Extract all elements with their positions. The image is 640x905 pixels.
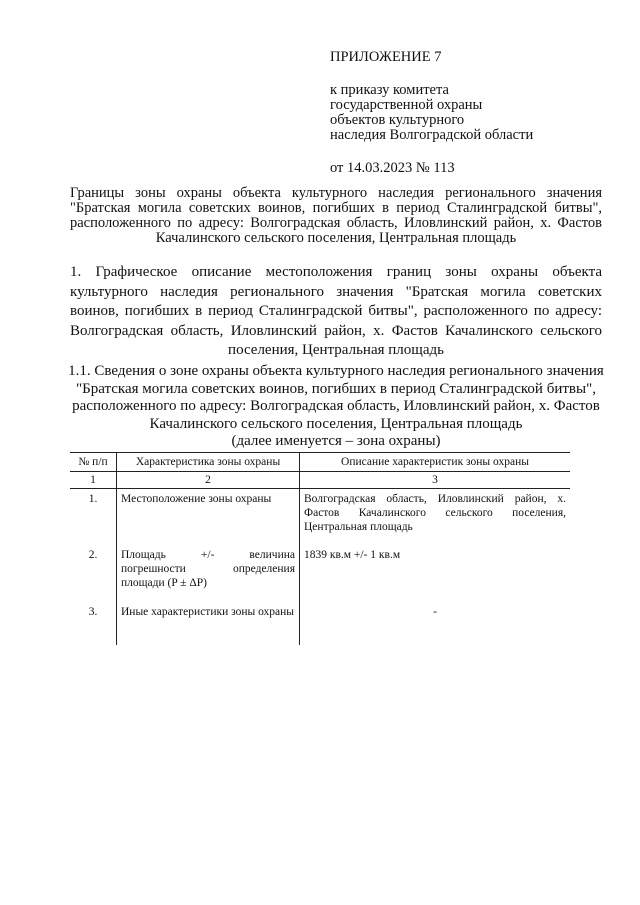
row-characteristic: Местоположение зоны охраны bbox=[117, 489, 300, 546]
row-num: 2. bbox=[88, 549, 98, 561]
row-characteristic-text: Площадь +/- величина погрешности определения площади bbox=[121, 549, 295, 589]
appendix-line-1: к приказу комитета bbox=[330, 82, 449, 98]
table-row bbox=[70, 489, 570, 546]
row-num: 1. bbox=[88, 493, 98, 505]
row-description: - bbox=[300, 602, 571, 645]
appendix-line-4: наследия Волгоградской области bbox=[330, 127, 534, 143]
row-description: 1839 кв.м +/- 1 кв.м bbox=[300, 545, 571, 602]
section-1-1-text: 1.1. Сведения о зоне охраны объекта культурного наследия регионального значения "Братская могила советских воинов, погибших в период Сталинградской битвы", расположенного по адресу: Волгоградская область, Иловлинский район, х. Фастов Качалинского сельского поселения, Центральная площадь bbox=[68, 363, 604, 432]
appendix-header bbox=[330, 50, 630, 176]
row-description: Волгоградская область, Иловлинский район, х. Фастов Качалинского сельского поселения, Центральная площадь bbox=[300, 489, 571, 546]
row-num: 3. bbox=[88, 606, 98, 618]
column-number-row bbox=[70, 472, 570, 489]
row-characteristic bbox=[117, 545, 300, 602]
col-number-2: 2 bbox=[117, 472, 300, 489]
security-zone-table bbox=[70, 452, 570, 645]
header-description: Описание характеристик зоны охраны bbox=[300, 453, 571, 472]
appendix-date: от 14.03.2023 № 113 bbox=[330, 160, 455, 176]
boundaries-title: Границы зоны охраны объекта культурного наследия регионального значения "Братская могила советских воинов, погибших в период Сталинградской битвы", расположенного по адресу: Волгоградская область, Иловлинский район, х. Фастов Качалинского сельского поселения, Центральная площадь bbox=[70, 185, 602, 246]
section-1-heading: 1. Графическое описание местоположения границ зоны охраны объекта культурного наследия регионального значения "Братская могила советских воинов, погибших в период Сталинградской битвы", расположенного по адресу: Волгоградская область, Иловлинский район, х. Фастов Качалинского сельского поселения, Центральная площадь bbox=[70, 264, 602, 358]
col-number-3: 3 bbox=[300, 472, 571, 489]
appendix-line-2: государственной охраны bbox=[330, 97, 483, 113]
row-characteristic: Иные характеристики зоны охраны bbox=[117, 602, 300, 645]
col-number-1: 1 bbox=[70, 472, 117, 489]
header-num: № п/п bbox=[70, 453, 117, 472]
section-1-1-heading bbox=[66, 363, 606, 451]
table-row bbox=[70, 545, 570, 602]
section-1-1-note: (далее именуется – зона охраны) bbox=[231, 433, 441, 449]
area-formula: (P ± ΔP) bbox=[167, 577, 207, 589]
appendix-title: ПРИЛОЖЕНИЕ 7 bbox=[330, 49, 442, 65]
header-characteristic: Характеристика зоны охраны bbox=[117, 453, 300, 472]
table-row bbox=[70, 602, 570, 645]
appendix-line-3: объектов культурного bbox=[330, 112, 465, 128]
table-header-row bbox=[70, 453, 570, 472]
